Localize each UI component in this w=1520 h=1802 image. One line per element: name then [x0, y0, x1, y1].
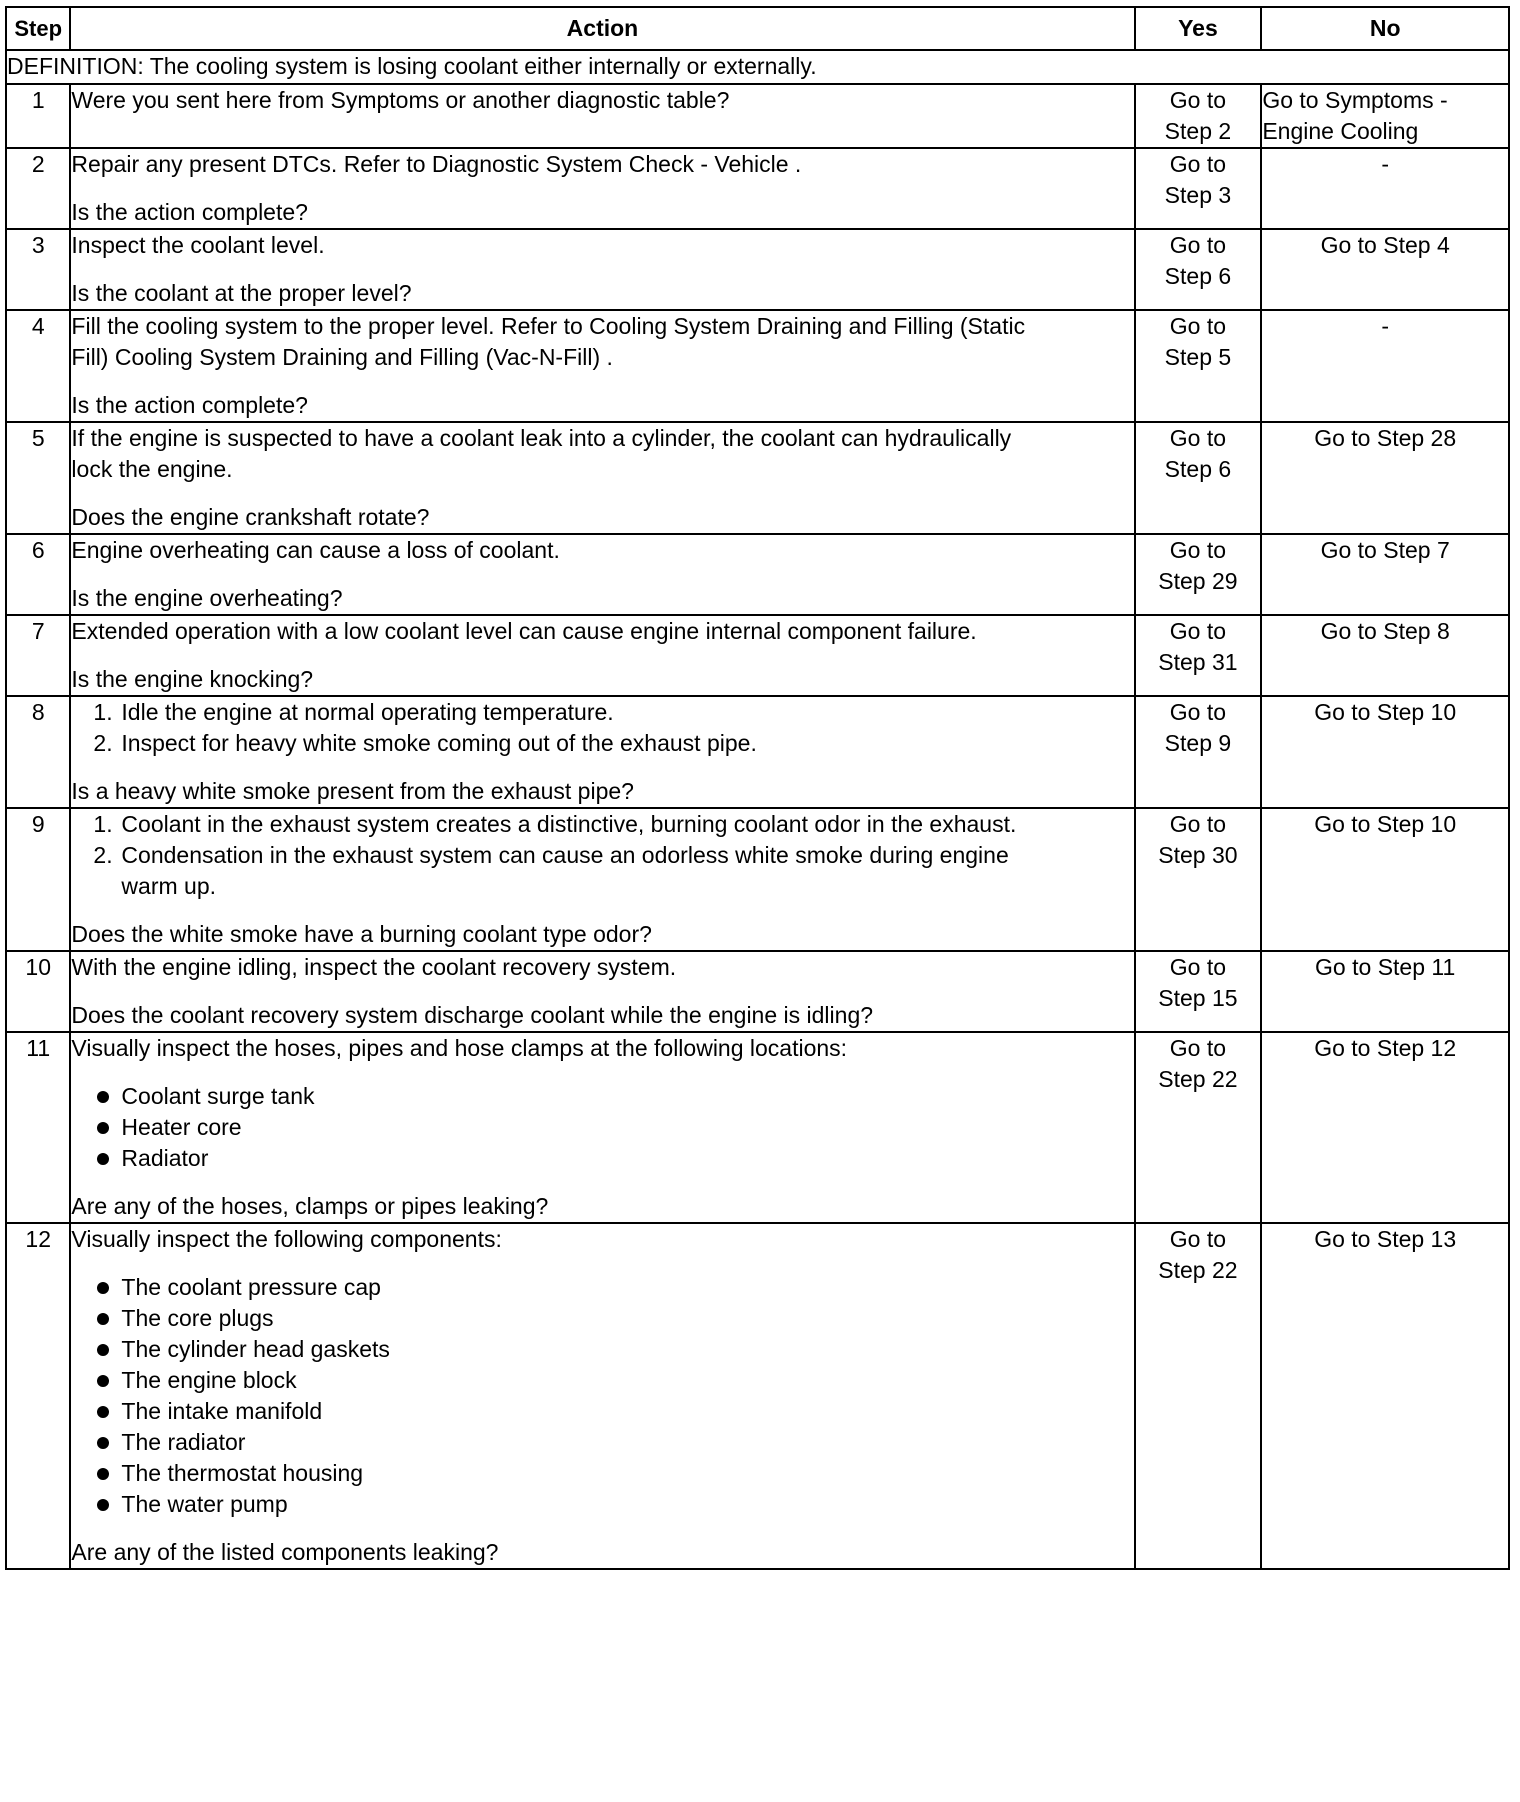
no-text: Go to Symptoms -	[1262, 87, 1448, 113]
bullet-icon	[97, 1437, 109, 1449]
header-row	[6, 7, 1509, 50]
no-text: Go to Step 7	[1320, 537, 1450, 563]
bullet-icon	[97, 1406, 109, 1418]
yes-cell	[1135, 422, 1262, 534]
step-number: 9	[6, 808, 70, 951]
spacer	[71, 1064, 1133, 1081]
list-number: 1.	[93, 699, 113, 725]
spacer	[71, 1255, 1133, 1272]
action-text: Inspect the coolant level.	[71, 232, 325, 258]
yes-text: Step 2	[1164, 118, 1232, 144]
bullet-icon	[97, 1122, 109, 1134]
action-text: Were you sent here from Symptoms or another diagnostic table?	[71, 87, 730, 113]
header-yes: Yes	[1135, 7, 1262, 50]
list-item	[95, 1365, 1133, 1396]
no-text: -	[1381, 313, 1389, 339]
question-text: Is the engine overheating?	[71, 585, 343, 611]
action-text: Fill) Cooling System Draining and Filling (Vac-N-Fill) .	[71, 344, 613, 370]
yes-cell	[1135, 148, 1262, 229]
bullet-icon	[97, 1344, 109, 1356]
action-text: Visually inspect the following components:	[71, 1226, 502, 1252]
no-cell	[1261, 951, 1509, 1032]
no-cell	[1261, 808, 1509, 951]
numbered-list	[71, 809, 1133, 902]
action-cell	[70, 534, 1134, 615]
step-number: 3	[6, 229, 70, 310]
yes-text: Go to	[1169, 425, 1227, 451]
action-cell	[70, 310, 1134, 422]
bullet-icon	[97, 1282, 109, 1294]
yes-cell	[1135, 808, 1262, 951]
yes-cell	[1135, 1223, 1262, 1569]
table-row	[6, 534, 1509, 615]
spacer	[71, 261, 1133, 278]
bullet-icon	[97, 1468, 109, 1480]
list-item-text: Coolant in the exhaust system creates a distinctive, burning coolant odor in the exhaust.	[121, 811, 1017, 837]
yes-text: Step 3	[1164, 182, 1232, 208]
action-cell	[70, 808, 1134, 951]
bullet-icon	[97, 1375, 109, 1387]
list-item-text: The radiator	[121, 1429, 246, 1455]
no-text: -	[1381, 151, 1389, 177]
list-item	[95, 1143, 1133, 1174]
definition-row	[6, 50, 1509, 84]
list-item	[95, 1458, 1133, 1489]
question-text: Is the coolant at the proper level?	[71, 280, 412, 306]
list-number: 2.	[93, 842, 113, 868]
yes-text: Go to	[1169, 699, 1227, 725]
yes-cell	[1135, 84, 1262, 148]
yes-cell	[1135, 229, 1262, 310]
list-number: 1.	[93, 811, 113, 837]
yes-text: Go to	[1169, 618, 1227, 644]
action-cell	[70, 951, 1134, 1032]
no-text: Go to Step 13	[1314, 1226, 1457, 1252]
no-cell	[1261, 1032, 1509, 1223]
yes-text: Go to	[1169, 1035, 1227, 1061]
step-number: 7	[6, 615, 70, 696]
list-item	[95, 840, 1133, 902]
action-text: lock the engine.	[71, 456, 233, 482]
spacer	[71, 373, 1133, 390]
table-row	[6, 808, 1509, 951]
question-text: Is the engine knocking?	[71, 666, 314, 692]
table-row	[6, 615, 1509, 696]
step-number: 4	[6, 310, 70, 422]
list-item	[95, 697, 1133, 728]
step-number: 10	[6, 951, 70, 1032]
list-item-text: Coolant surge tank	[121, 1083, 315, 1109]
table-row	[6, 1032, 1509, 1223]
step-number: 11	[6, 1032, 70, 1223]
definition-text: DEFINITION: The cooling system is losing coolant either internally or externally.	[6, 50, 1509, 84]
spacer	[71, 485, 1133, 502]
no-text: Go to Step 11	[1315, 954, 1456, 980]
diagnostic-table	[5, 6, 1510, 1570]
yes-text: Step 22	[1158, 1066, 1238, 1092]
list-item-text: The core plugs	[121, 1305, 274, 1331]
no-cell	[1261, 696, 1509, 808]
table-row	[6, 148, 1509, 229]
list-item	[95, 728, 1133, 759]
table-row	[6, 229, 1509, 310]
question-text: Is a heavy white smoke present from the exhaust pipe?	[71, 778, 634, 804]
bullet-icon	[97, 1091, 109, 1103]
action-text: Extended operation with a low coolant level can cause engine internal component failure.	[71, 618, 977, 644]
action-cell	[70, 1032, 1134, 1223]
yes-text: Step 31	[1158, 649, 1238, 675]
numbered-list	[71, 697, 1133, 759]
no-text: Go to Step 10	[1314, 811, 1457, 837]
list-item	[95, 809, 1133, 840]
yes-text: Step 6	[1164, 263, 1232, 289]
spacer	[71, 1174, 1133, 1191]
action-text: With the engine idling, inspect the coolant recovery system.	[71, 954, 677, 980]
yes-text: Step 15	[1158, 985, 1238, 1011]
no-cell	[1261, 1223, 1509, 1569]
list-item-text: Idle the engine at normal operating temperature.	[121, 699, 614, 725]
step-number: 2	[6, 148, 70, 229]
step-number: 5	[6, 422, 70, 534]
list-item-text: The water pump	[121, 1491, 288, 1517]
action-cell	[70, 696, 1134, 808]
yes-text: Step 29	[1158, 568, 1238, 594]
action-text: If the engine is suspected to have a coolant leak into a cylinder, the coolant can hydraulically	[71, 425, 1012, 451]
list-item-text: The engine block	[121, 1367, 297, 1393]
table-row	[6, 696, 1509, 808]
question-text: Are any of the listed components leaking?	[71, 1539, 499, 1565]
yes-text: Step 5	[1164, 344, 1232, 370]
question-text: Does the coolant recovery system discharge coolant while the engine is idling?	[71, 1002, 874, 1028]
action-cell	[70, 615, 1134, 696]
yes-cell	[1135, 615, 1262, 696]
header-action: Action	[70, 7, 1134, 50]
action-text: Fill the cooling system to the proper level. Refer to Cooling System Draining and Filling (Static	[71, 313, 1026, 339]
yes-text: Step 6	[1164, 456, 1232, 482]
question-text: Does the white smoke have a burning coolant type odor?	[71, 921, 652, 947]
list-item	[95, 1303, 1133, 1334]
list-item-text: The thermostat housing	[121, 1460, 364, 1486]
spacer	[71, 902, 1133, 919]
list-item-text: Heater core	[121, 1114, 242, 1140]
yes-cell	[1135, 534, 1262, 615]
yes-cell	[1135, 1032, 1262, 1223]
no-cell	[1261, 310, 1509, 422]
list-item-text: Radiator	[121, 1145, 209, 1171]
yes-text: Go to	[1169, 87, 1227, 113]
table-row	[6, 951, 1509, 1032]
no-text: Go to Step 8	[1320, 618, 1450, 644]
yes-cell	[1135, 951, 1262, 1032]
question-text: Is the action complete?	[71, 199, 308, 225]
list-item	[95, 1489, 1133, 1520]
question-text: Does the engine crankshaft rotate?	[71, 504, 430, 530]
list-item	[95, 1396, 1133, 1427]
yes-text: Go to	[1169, 811, 1227, 837]
no-cell	[1261, 615, 1509, 696]
bullet-list	[71, 1272, 1133, 1520]
yes-text: Go to	[1169, 537, 1227, 563]
no-text: Go to Step 12	[1314, 1035, 1457, 1061]
no-text: Go to Step 28	[1314, 425, 1457, 451]
action-cell	[70, 1223, 1134, 1569]
table-row	[6, 422, 1509, 534]
header-no: No	[1261, 7, 1509, 50]
no-cell	[1261, 534, 1509, 615]
no-cell	[1261, 229, 1509, 310]
step-number: 1	[6, 84, 70, 148]
yes-text: Step 22	[1158, 1257, 1238, 1283]
step-number: 6	[6, 534, 70, 615]
table-row	[6, 1223, 1509, 1569]
no-text: Engine Cooling	[1262, 118, 1419, 144]
action-cell	[70, 84, 1134, 148]
list-number: 2.	[93, 730, 113, 756]
yes-text: Go to	[1169, 151, 1227, 177]
action-text: Visually inspect the hoses, pipes and hose clamps at the following locations:	[71, 1035, 848, 1061]
yes-cell	[1135, 310, 1262, 422]
no-cell	[1261, 148, 1509, 229]
yes-text: Go to	[1169, 954, 1227, 980]
action-cell	[70, 148, 1134, 229]
list-item-text: The coolant pressure cap	[121, 1274, 381, 1300]
no-cell	[1261, 422, 1509, 534]
list-item	[95, 1272, 1133, 1303]
step-number: 8	[6, 696, 70, 808]
spacer	[71, 759, 1133, 776]
list-item-text: warm up.	[121, 873, 217, 899]
spacer	[71, 647, 1133, 664]
bullet-icon	[97, 1153, 109, 1165]
action-text: Repair any present DTCs. Refer to Diagnostic System Check - Vehicle .	[71, 151, 802, 177]
spacer	[71, 1520, 1133, 1537]
no-cell	[1261, 84, 1509, 148]
step-number: 12	[6, 1223, 70, 1569]
list-item	[95, 1427, 1133, 1458]
spacer	[71, 566, 1133, 583]
list-item-text: The intake manifold	[121, 1398, 323, 1424]
list-item	[95, 1081, 1133, 1112]
yes-text: Go to	[1169, 1226, 1227, 1252]
question-text: Is the action complete?	[71, 392, 308, 418]
spacer	[71, 180, 1133, 197]
header-step: Step	[6, 7, 70, 50]
table-row	[6, 84, 1509, 148]
list-item-text: Inspect for heavy white smoke coming out of the exhaust pipe.	[121, 730, 757, 756]
no-text: Go to Step 10	[1314, 699, 1457, 725]
question-text: Are any of the hoses, clamps or pipes leaking?	[71, 1193, 549, 1219]
yes-text: Go to	[1169, 313, 1227, 339]
list-item-text: The cylinder head gaskets	[121, 1336, 390, 1362]
list-item-text: Condensation in the exhaust system can cause an odorless white smoke during engine	[121, 842, 1009, 868]
bullet-icon	[97, 1499, 109, 1511]
list-item	[95, 1334, 1133, 1365]
list-item	[95, 1112, 1133, 1143]
yes-text: Step 30	[1158, 842, 1238, 868]
bullet-icon	[97, 1313, 109, 1325]
yes-text: Go to	[1169, 232, 1227, 258]
action-cell	[70, 422, 1134, 534]
action-text: Engine overheating can cause a loss of coolant.	[71, 537, 560, 563]
action-cell	[70, 229, 1134, 310]
table-row	[6, 310, 1509, 422]
bullet-list	[71, 1081, 1133, 1174]
yes-cell	[1135, 696, 1262, 808]
yes-text: Step 9	[1164, 730, 1232, 756]
spacer	[71, 983, 1133, 1000]
no-text: Go to Step 4	[1320, 232, 1450, 258]
